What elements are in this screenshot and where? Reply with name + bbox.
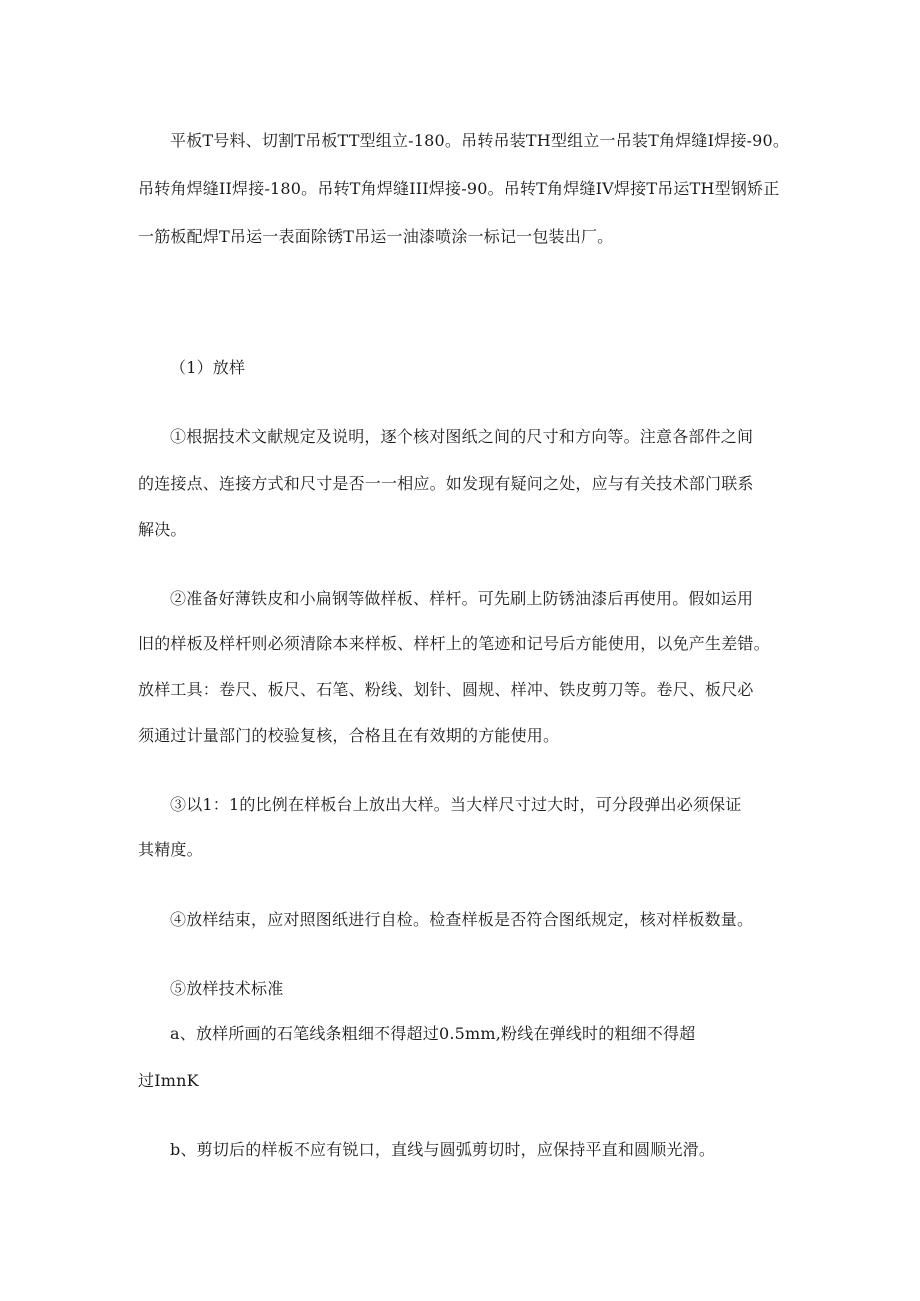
item1-line-3: 解决。: [138, 520, 187, 539]
item3-line-1: ③以1：1的比例在样板台上放出大样。当大样尺寸过大时，可分段弹出必须保证: [170, 795, 742, 814]
item1-line-2: 的连接点、连接方式和尺寸是否一一相应。如发现有疑问之处，应与有关技术部门联系: [138, 474, 754, 493]
item2-line-3: 放样工具：卷尺、板尺、石笔、粉线、划针、圆规、样冲、铁皮剪刀等。卷尺、板尺必: [138, 680, 754, 699]
section-heading: （1）放样: [170, 358, 246, 377]
intro-line-3: 一筋板配焊T吊运一表面除锈T吊运一油漆喷涂一标记一包装出厂。: [138, 227, 614, 246]
intro-line-2: 吊转角焊缝II焊接-180。吊转T角焊缝III焊接-90。吊转T角焊缝IV焊接T吊运TH型钢矫正: [138, 179, 780, 198]
item5-a-line-2: 过ImnK: [138, 1071, 199, 1090]
item2-line-2: 旧的样板及样杆则必须清除本来样板、样杆上的笔迹和记号后方能使用，以免产生差错。: [138, 634, 770, 653]
item5-a-line-1: a、放样所画的石笔线条粗细不得超过0.5mm,粉线在弹线时的粗细不得超: [170, 1024, 696, 1043]
item5-b-line-1: b、剪切后的样板不应有锐口，直线与圆弧剪切时，应保持平直和圆顺光滑。: [170, 1140, 716, 1159]
item2-line-4: 须通过计量部门的校验复核，合格且在有效期的方能使用。: [138, 726, 560, 745]
item2-line-1: ②准备好薄铁皮和小扁钢等做样板、样杆。可先刷上防锈油漆后再使用。假如运用: [170, 589, 754, 608]
item1-line-1: ①根据技术文献规定及说明，逐个核对图纸之间的尺寸和方向等。注意各部件之间: [170, 427, 754, 446]
item5-title: ⑤放样技术标准: [170, 979, 284, 998]
intro-line-1: 平板T号料、切割T吊板TT型组立-180。吊转吊装TH型组立一吊装T角焊缝I焊接-90。: [170, 131, 790, 150]
item4-line-1: ④放样结束，应对照图纸进行自检。检查样板是否符合图纸规定，核对样板数量。: [170, 910, 754, 929]
item3-line-2: 其精度。: [138, 840, 203, 859]
